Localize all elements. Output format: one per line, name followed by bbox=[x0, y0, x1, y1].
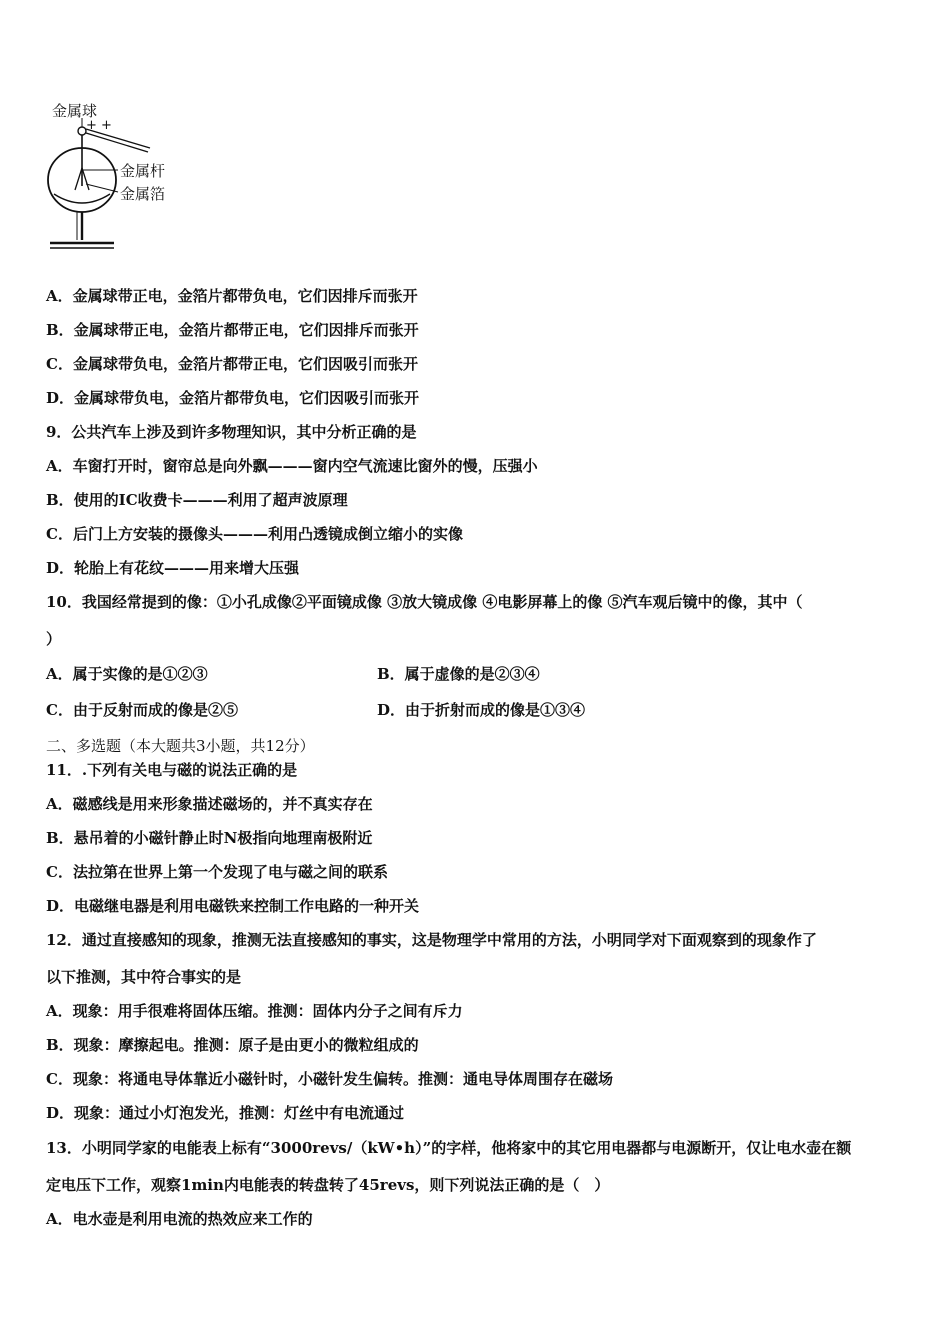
q13-option-a: A．电水壶是利用电流的热效应来工作的 bbox=[46, 1210, 313, 1228]
electroscope-diagram bbox=[40, 98, 190, 258]
q8-option-b: B．金属球带正电，金箔片都带正电，它们因排斥而张开 bbox=[46, 321, 419, 339]
q10-option-c: C．由于反射而成的像是②⑤ bbox=[46, 701, 238, 719]
q10-option-d: D．由于折射而成的像是①③④ bbox=[377, 701, 586, 719]
q11-option-b: B．悬吊着的小磁针静止时N极指向地理南极附近 bbox=[46, 829, 373, 847]
label-metal-rod: 金属杆 bbox=[120, 162, 166, 180]
q11-option-a: A．磁感线是用来形象描述磁场的，并不真实存在 bbox=[46, 795, 373, 813]
q12-option-d: D．现象：通过小灯泡发光，推测：灯丝中有电流通过 bbox=[46, 1104, 405, 1122]
metal-foil-right bbox=[82, 168, 89, 190]
q10-option-a: A．属于实像的是①②③ bbox=[46, 665, 208, 683]
section-title: 二、多选题（本大题共3小题，共12分） bbox=[46, 737, 315, 755]
charge-signs: + + bbox=[86, 118, 112, 133]
q10-stem-cont: ） bbox=[46, 630, 62, 648]
q12-stem: 12．通过直接感知的现象，推测无法直接感知的事实，这是物理学中常用的方法，小明同学对下面观察到的现象作了 bbox=[46, 931, 817, 949]
q8-option-c: C．金属球带负电，金箔片都带正电，它们因吸引而张开 bbox=[46, 355, 418, 373]
q9-option-d: D．轮胎上有花纹———用来增大压强 bbox=[46, 559, 300, 577]
q9-option-c: C．后门上方安装的摄像头———利用凸透镜成倒立缩小的实像 bbox=[46, 525, 463, 543]
q10-option-b: B．属于虚像的是②③④ bbox=[377, 665, 540, 683]
q12-option-a: A．现象：用手很难将固体压缩。推测：固体内分子之间有斥力 bbox=[46, 1002, 463, 1020]
q9-option-b: B．使用的IC收费卡———利用了超声波原理 bbox=[46, 491, 348, 509]
label-metal-ball: 金属球 bbox=[52, 102, 98, 120]
q12-option-b: B．现象：摩擦起电。推测：原子是由更小的微粒组成的 bbox=[46, 1036, 419, 1054]
electroscope-figure bbox=[40, 98, 190, 258]
metal-ball bbox=[78, 127, 86, 135]
q10-stem: 10．我国经常提到的像：①小孔成像②平面镜成像 ③放大镜成像 ④电影屏幕上的像 ⑤汽车观后镜中的像，其中（ bbox=[46, 593, 803, 611]
q8-option-d: D．金属球带负电，金箔片都带负电，它们因吸引而张开 bbox=[46, 389, 420, 407]
q12-option-c: C．现象：将通电导体靠近小磁针时，小磁针发生偏转。推测：通电导体周围存在磁场 bbox=[46, 1070, 613, 1088]
q11-stem: 11．.下列有关电与磁的说法正确的是 bbox=[46, 761, 298, 779]
q9-option-a: A．车窗打开时，窗帘总是向外飘———窗内空气流速比窗外的慢，压强小 bbox=[46, 457, 538, 475]
q12-stem-cont: 以下推测，其中符合事实的是 bbox=[46, 968, 242, 986]
q13-stem: 13．小明同学家的电能表上标有“3000revs/（kW•h）”的字样，他将家中的其它用电器都与电源断开，仅让电水壶在额 bbox=[46, 1139, 852, 1157]
q8-option-a: A．金属球带正电，金箔片都带负电，它们因排斥而张开 bbox=[46, 287, 418, 305]
q11-option-d: D．电磁继电器是利用电磁铁来控制工作电路的一种开关 bbox=[46, 897, 420, 915]
q13-stem-cont: 定电压下工作，观察1min内电能表的转盘转了45revs，则下列说法正确的是（ ） bbox=[46, 1176, 610, 1194]
metal-foil-left bbox=[75, 168, 82, 190]
q9-stem: 9．公共汽车上涉及到许多物理知识，其中分析正确的是 bbox=[46, 423, 417, 441]
q11-option-c: C．法拉第在世界上第一个发现了电与磁之间的联系 bbox=[46, 863, 388, 881]
label-metal-foil: 金属箔 bbox=[120, 185, 166, 203]
